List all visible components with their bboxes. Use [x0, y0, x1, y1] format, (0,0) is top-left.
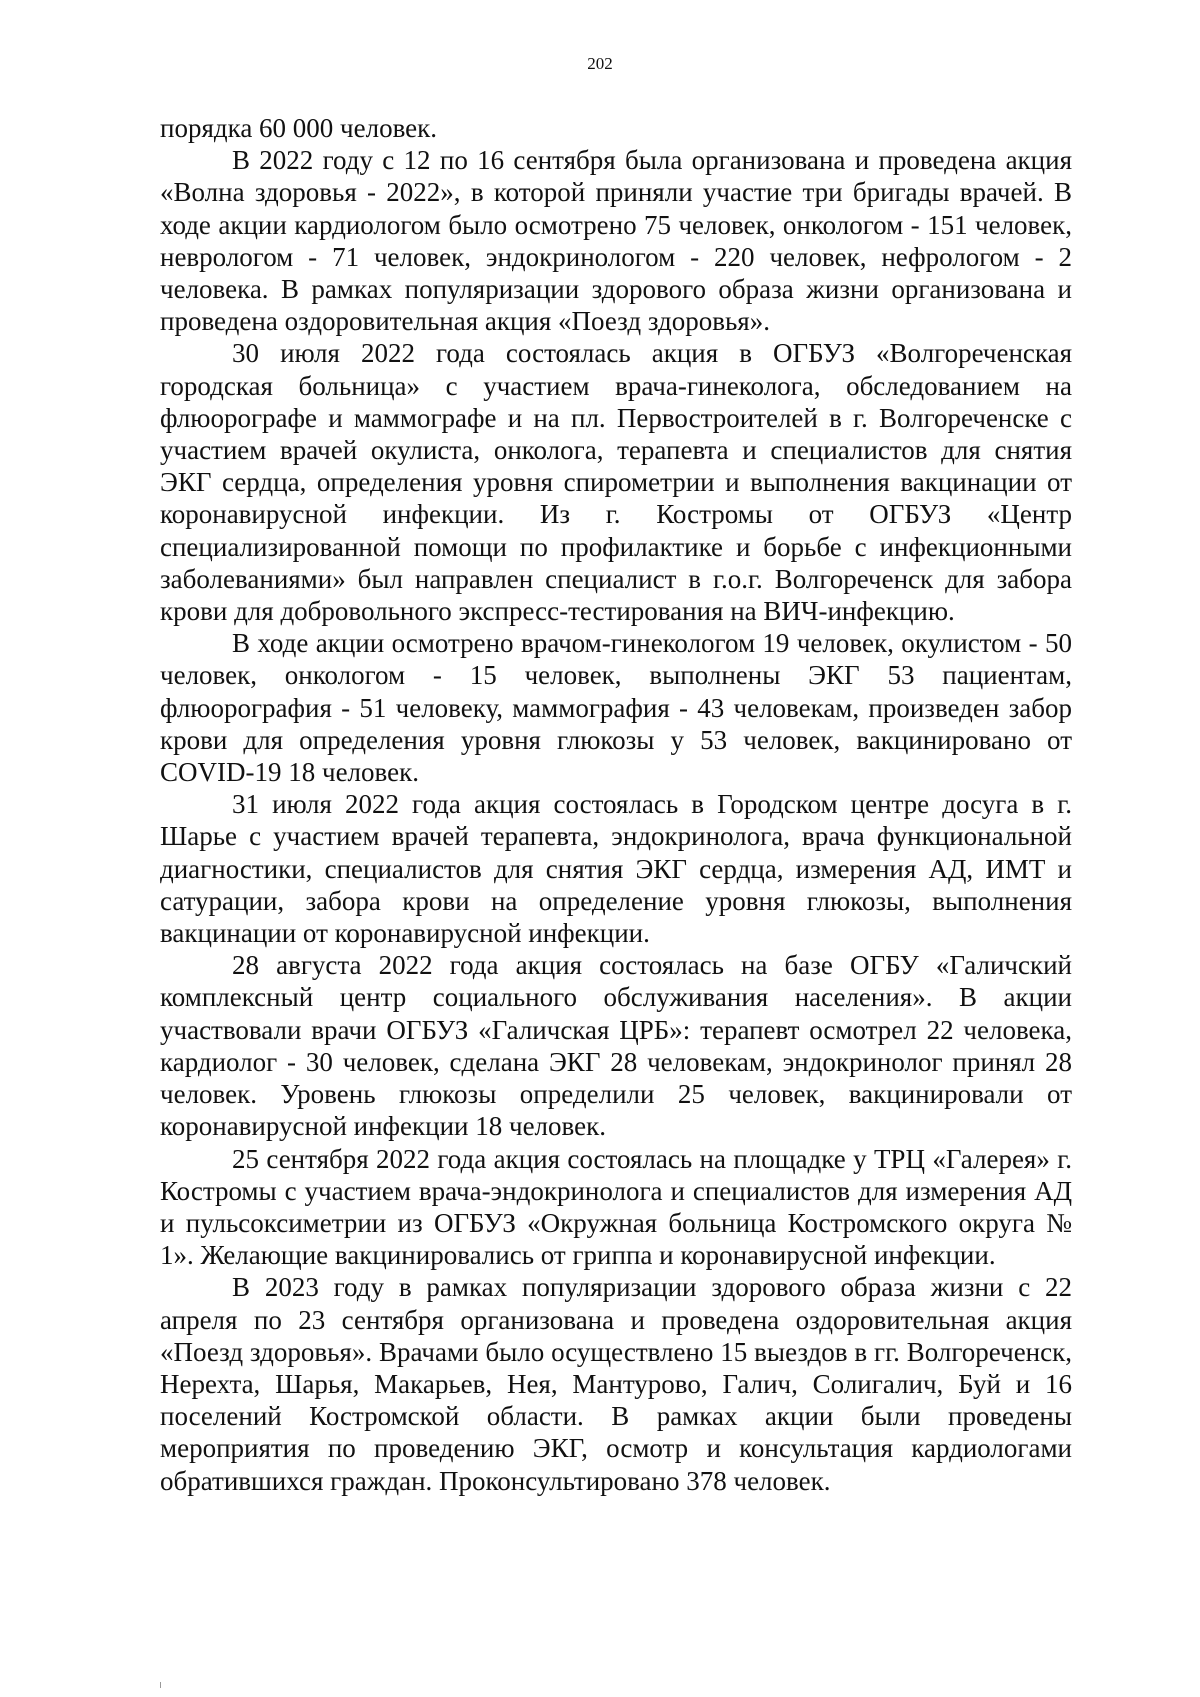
paragraph-sharya-action: 31 июля 2022 года акция состоялась в Городском центре досуга в г. Шарье с участием врачей терапевта, эндокринолога, врача функциональной диагностики, специалистов для снятия ЭКГ сердца, измерения АД, ИМТ и сатурации, забора крови на определение уровня глюкозы, выполнения вакцинации от коронавирусной инфекции. — [160, 789, 1072, 949]
paragraph-continuation: порядка 60 000 человек. — [160, 113, 438, 143]
paragraph-volgorechensk-results: В ходе акции осмотрено врачом-гинекологом 19 человек, окулистом - 50 человек, онкологом - 15 человек, выполнены ЭКГ 53 пациентам, флюорография - 51 человеку, маммография - 43 человекам, произведен забор крови для определения уровня глюкозы у 53 человек, вакцинировано от COVID-19 18 человек. — [160, 628, 1072, 788]
paragraph-galich-action: 28 августа 2022 года акция состоялась на базе ОГБУ «Галичский комплексный центр социального обслуживания населения». В акции участвовали врачи ОГБУЗ «Галичская ЦРБ»: терапевт осмотрел 22 человека, кардиолог - 30 человек, сделана ЭКГ 28 человекам, эндокринолог принял 28 человек. Уровень глюкозы определили 25 человек, вакцинировали от коронавирусной инфекции 18 человек. — [160, 950, 1072, 1142]
paragraph-kostroma-action: 25 сентября 2022 года акция состоялась на площадке у ТРЦ «Галерея» г. Костромы с участием врача-эндокринолога и специалистов для измерения АД и пульсоксиметрии из ОГБУЗ «Окружная больница Костромского округа № 1». Желающие вакцинировались от гриппа и коронавирусной инфекции. — [160, 1143, 1072, 1271]
paragraph-health-train-2023: В 2023 году в рамках популяризации здорового образа жизни с 22 апреля по 23 сентября организована и проведена оздоровительная акция «Поезд здоровья». Врачами было осуществлено 15 выездов в гг. Волгореченск, Нерехта, Шарья, Макарьев, Нея, Мантурово, Галич, Солигалич, Буй и 16 поселений Костромской области. В рамках акции были проведены мероприятия по проведению ЭКГ, осмотр и консультация кардиологами обратившихся граждан. Проконсультировано 378 человек. — [160, 1272, 1072, 1496]
paragraph-volgorechensk-action: 30 июля 2022 года состоялась акция в ОГБУЗ «Волгореченская городская больница» с участием врача-гинеколога, обследованием на флюорографе и маммографе и на пл. Первостроителей в г. Волгореченске с участием врачей окулиста, онколога, терапевта и специалистов для снятия ЭКГ сердца, определения уровня спирометрии и выполнения вакцинации от коронавирусной инфекции. Из г. Костромы от ОГБУЗ «Центр специализированной помощи по профилактике и борьбе с инфекционными заболеваниями» был направлен специалист в г.о.г. Волгореченск для забора крови для добровольного экспресс-тестирования на ВИЧ-инфекцию. — [160, 338, 1072, 627]
page-corner-mark — [160, 1682, 161, 1688]
document-body — [160, 112, 1072, 1497]
page-number: 202 — [587, 54, 613, 73]
paragraph-wave-of-health-2022: В 2022 году с 12 по 16 сентября была организована и проведена акция «Волна здоровья - 2022», в которой приняли участие три бригады врачей. В ходе акции кардиологом было осмотрено 75 человек, онкологом - 151 человек, неврологом - 71 человек, эндокринологом - 220 человек, нефрологом - 2 человека. В рамках популяризации здорового образа жизни организована и проведена оздоровительная акция «Поезд здоровья». — [160, 145, 1072, 337]
